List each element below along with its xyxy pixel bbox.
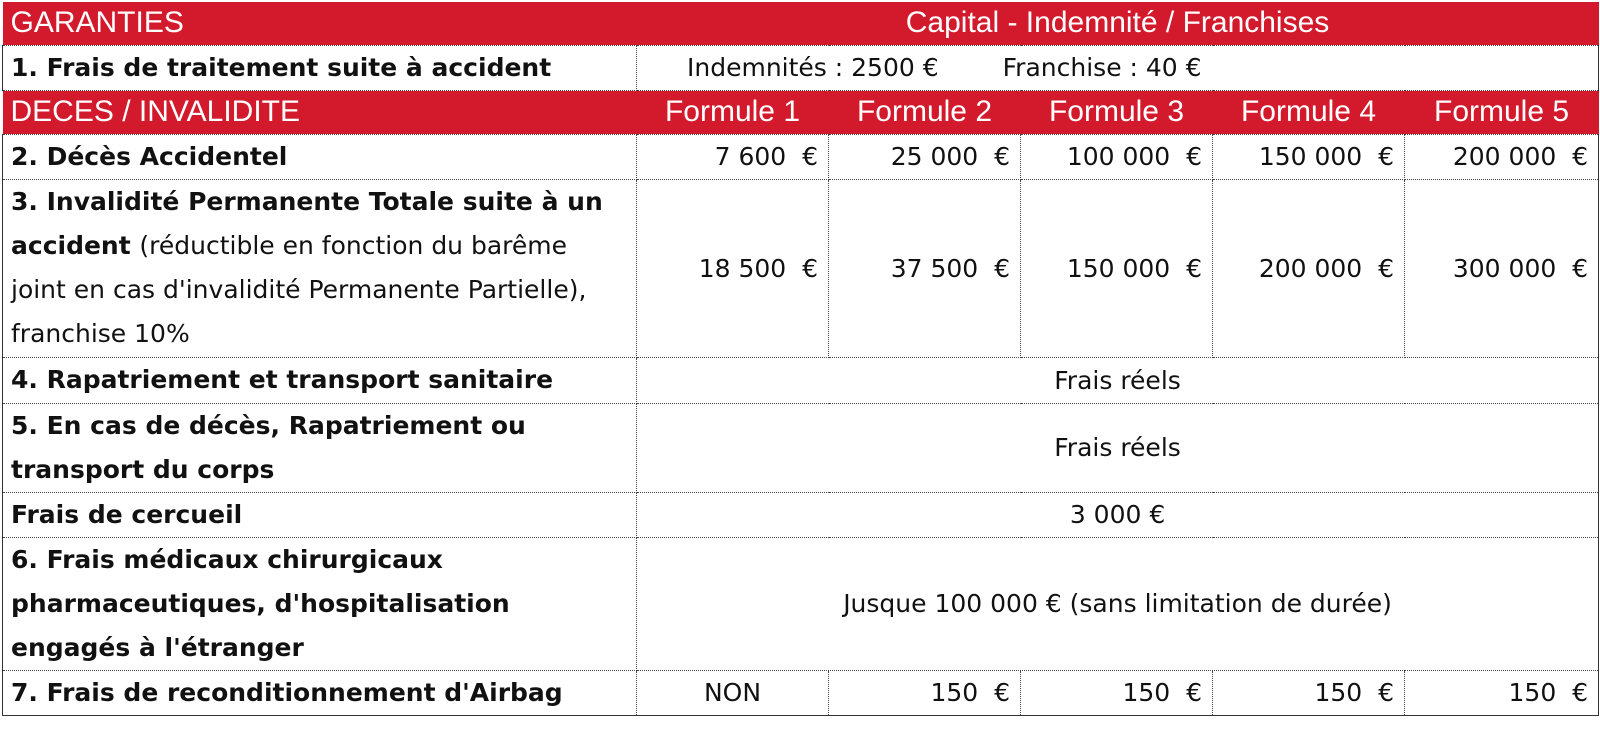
section-header-row	[3, 90, 1599, 134]
row1-indemnites: Indemnités : 2500 €	[687, 53, 939, 82]
row7-formule-1: NON	[637, 670, 829, 715]
row-rapatriement	[3, 357, 1599, 403]
row-deces	[3, 134, 1599, 179]
row2-formule-2: 25 000 €	[829, 134, 1021, 179]
formule-4-header: Formule 4	[1213, 90, 1405, 134]
capital-header: Capital - Indemnité / Franchises	[637, 2, 1599, 45]
row-deces-rapatriement	[3, 403, 1599, 492]
formule-3-header: Formule 3	[1021, 90, 1213, 134]
row-cercueil-label: Frais de cercueil	[3, 492, 637, 537]
row7-formule-5: 150 €	[1405, 670, 1599, 715]
row4-label: 4. Rapatriement et transport sanitaire	[3, 357, 637, 403]
formule-2-header: Formule 2	[829, 90, 1021, 134]
row3-formule-4: 200 000 €	[1213, 179, 1405, 357]
row2-formule-1: 7 600 €	[637, 134, 829, 179]
row4-value: Frais réels	[637, 357, 1599, 403]
formule-1-header: Formule 1	[637, 90, 829, 134]
formule-5-header: Formule 5	[1405, 90, 1599, 134]
row3-formule-5: 300 000 €	[1405, 179, 1599, 357]
row2-formule-5: 200 000 €	[1405, 134, 1599, 179]
row7-label: 7. Frais de reconditionnement d'Airbag	[3, 670, 637, 715]
row-airbag	[3, 670, 1599, 715]
row3-label-cell	[3, 179, 637, 357]
row3-formule-1: 18 500 €	[637, 179, 829, 357]
row3-label-bold: 3. Invalidité Permanente Totale suite à un accident	[11, 187, 603, 260]
row-frais-medicaux	[3, 537, 1599, 670]
header-row	[3, 2, 1599, 45]
row7-formule-2: 150 €	[829, 670, 1021, 715]
row2-label: 2. Décès Accidentel	[3, 134, 637, 179]
garanties-header: GARANTIES	[3, 2, 637, 45]
row3-formule-3: 150 000 €	[1021, 179, 1213, 357]
row5-label: 5. En cas de décès, Rapatriement ou transport du corps	[3, 403, 637, 492]
row-cercueil-value: 3 000 €	[637, 492, 1599, 537]
row2-formule-3: 100 000 €	[1021, 134, 1213, 179]
row-invalidite	[3, 179, 1599, 357]
row-cercueil	[3, 492, 1599, 537]
row1-label: 1. Frais de traitement suite à accident	[3, 45, 637, 90]
row1-franchise: Franchise : 40 €	[1002, 53, 1202, 82]
row6-label: 6. Frais médicaux chirurgicaux pharmaceutiques, d'hospitalisation engagés à l'étranger	[3, 537, 637, 670]
row5-value: Frais réels	[637, 403, 1599, 492]
row3-formule-2: 37 500 €	[829, 179, 1021, 357]
row7-formule-3: 150 €	[1021, 670, 1213, 715]
row7-formule-4: 150 €	[1213, 670, 1405, 715]
row-frais-traitement	[3, 45, 1599, 90]
section-label: DECES / INVALIDITE	[3, 90, 637, 134]
row2-formule-4: 150 000 €	[1213, 134, 1405, 179]
row1-value-cell	[637, 45, 1599, 90]
guarantees-table	[2, 2, 1599, 716]
row6-value: Jusque 100 000 € (sans limitation de durée)	[637, 537, 1599, 670]
row3-label-regular: (réductible en fonction du barême joint en cas d'invalidité Permanente Partielle), franchise 10%	[11, 231, 587, 348]
